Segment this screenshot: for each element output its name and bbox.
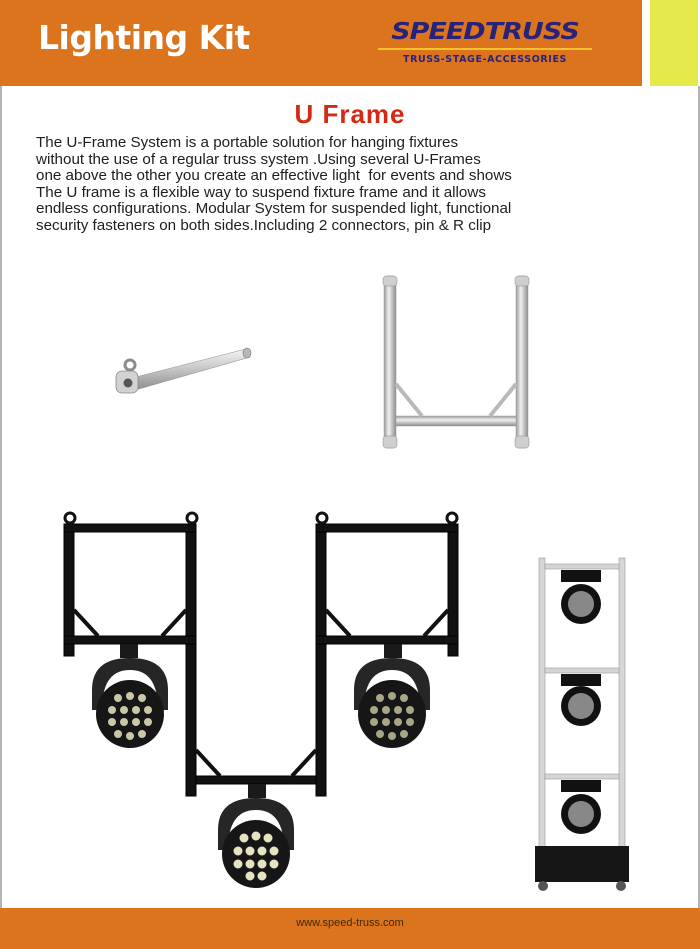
description-line: security fasteners on both sides.Including 2 connectors, pin & R clip	[36, 216, 492, 234]
caster-wheel-icon	[538, 881, 548, 891]
stacked-u-frames-cart-image	[533, 556, 633, 894]
page-border-left	[0, 86, 2, 908]
logo-tagline: TRUSS-STAGE-ACCESSORIES	[403, 54, 567, 65]
connector-bar-image	[100, 335, 260, 405]
rolling-base	[535, 846, 629, 882]
website-link[interactable]: www.speed-truss.com	[296, 917, 404, 929]
silver-u-frame-image	[378, 272, 534, 452]
black-u-frame-configuration-image	[58, 510, 468, 890]
moving-head-light-bottom	[218, 784, 294, 888]
moving-head-light-right	[354, 644, 430, 748]
footer-banner	[0, 908, 700, 949]
description-line: The U-Frame System is a portable solution for hanging fixtures	[36, 134, 459, 151]
header-banner	[0, 0, 642, 86]
logo-wordmark: SPEEDTRUSS	[391, 18, 579, 45]
product-description	[36, 135, 656, 235]
section-title: U Frame	[294, 99, 406, 129]
eye-bolt-icon	[125, 360, 135, 370]
description-line: endless configurations. Modular System for suspended light, functional	[36, 200, 512, 218]
logo-divider	[378, 48, 592, 50]
description-line: one above the other you create an effective light for events and shows	[36, 167, 512, 185]
bar-tube	[128, 349, 250, 391]
moving-head-light-left	[92, 644, 168, 748]
bolt-hole-icon	[124, 379, 133, 388]
description-line: without the use of a regular truss system .Using several U-Frames	[36, 150, 481, 168]
description-line: The U frame is a flexible way to suspend fixture frame and it allows	[36, 183, 486, 201]
header-accent-block	[650, 0, 698, 86]
caster-wheel-icon	[616, 881, 626, 891]
page-heading: Lighting Kit	[38, 18, 250, 57]
speedtruss-logo[interactable]	[378, 18, 592, 65]
